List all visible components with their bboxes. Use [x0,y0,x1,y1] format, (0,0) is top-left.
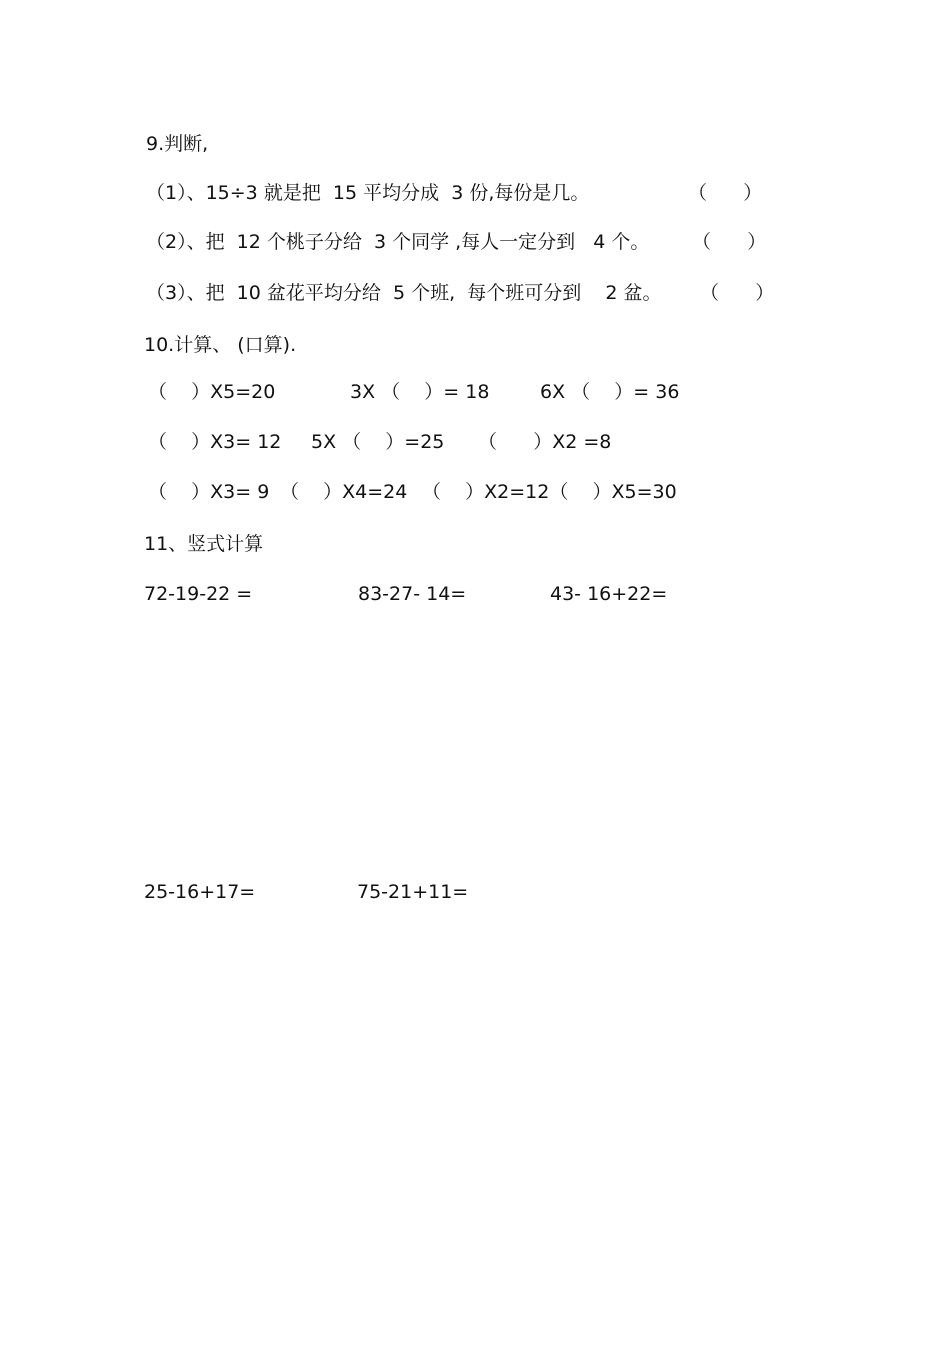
mental-calc-2-2: 5X （ ）=25 [311,431,445,453]
mental-calc-1-3: 6X （ ）= 36 [540,381,680,403]
vertical-calc-4: 25-16+17= [144,881,256,903]
section-9-title: 9.判断, [146,133,209,155]
mental-calc-1-1: （ ）X5=20 [148,381,276,403]
mental-calc-3-1: （ ）X3= 9 [148,481,270,503]
mental-calc-3-3: （ ）X2=12（ ）X5=30 [422,481,677,503]
vertical-calc-2: 83-27- 14= [358,583,467,605]
judgment-item-1-blank[interactable]: （ ） [688,182,763,204]
section-10-title: 10.计算、 (口算). [144,334,297,356]
judgment-item-2-blank[interactable]: （ ） [692,231,767,253]
mental-calc-1-2: 3X （ ）= 18 [350,381,490,403]
judgment-item-3-blank[interactable]: （ ） [700,282,775,304]
mental-calc-2-1: （ ）X3= 12 [148,431,282,453]
mental-calc-2-3: （ ）X2 =8 [478,431,612,453]
vertical-calc-5: 75-21+11= [357,881,469,903]
vertical-calc-3: 43- 16+22= [550,583,668,605]
section-11-title: 11、竖式计算 [144,533,264,555]
mental-calc-3-2: （ ）X4=24 [280,481,408,503]
judgment-item-2: （2）、把 12 个桃子分给 3 个同学 ,每人一定分到 4 个。 [146,231,650,253]
judgment-item-3: （3）、把 10 盆花平均分给 5 个班, 每个班可分到 2 盆。 [146,282,662,304]
judgment-item-1: （1）、15÷3 就是把 15 平均分成 3 份,每份是几。 [146,182,590,204]
vertical-calc-1: 72-19-22 = [144,583,253,605]
